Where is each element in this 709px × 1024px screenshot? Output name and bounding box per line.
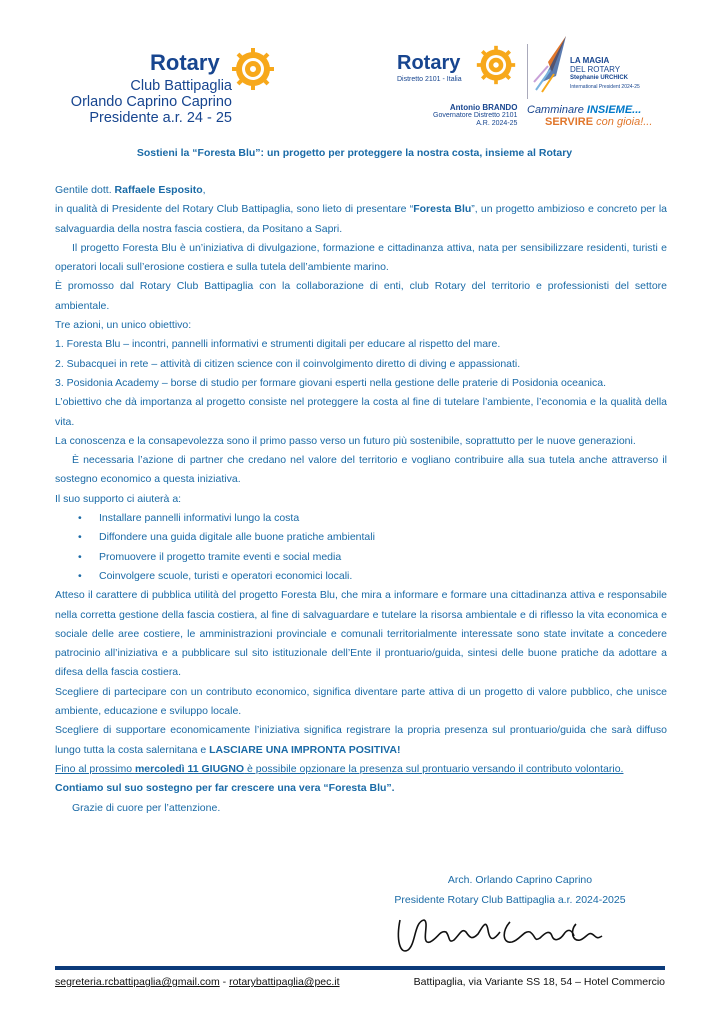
footer-rule: [55, 966, 665, 970]
deadline-notice: Fino al prossimo mercoledì 11 GIUGNO è possibile opzionare la presenza sul prontuario versando il contributo volontario.: [55, 762, 624, 775]
footer-address: Battipaglia, via Variante SS 18, 54 – Hotel Commercio: [413, 976, 665, 988]
governor-name: Antonio BRANDO: [449, 103, 518, 112]
paragraph-promoted: È promosso dal Rotary Club Battipaglia con la collaborazione di enti, club Rotary del territorio e professionisti del settore ambientale.: [55, 280, 667, 312]
signer-role: Presidente Rotary Club Battipaglia a.r. 2024-2025: [394, 894, 626, 906]
motto-walk: Camminare: [527, 104, 584, 116]
deadline-date: mercoledì 11 GIUGNO: [134, 762, 245, 775]
rotary-wheel-icon: [230, 46, 276, 92]
magic-star-icon: [532, 32, 570, 94]
governor-role: Governatore Distretto 2101: [433, 112, 518, 119]
handwritten-signature: [390, 900, 610, 960]
president-term: Presidente a.r. 24 - 25: [89, 110, 232, 126]
action-item: 2. Subacquei in rete – attività di citizen science con il coinvolgimento diretto di diving e appassionati.: [55, 357, 521, 370]
list-item: • Promuovere il progetto tramite eventi e social media: [99, 548, 667, 567]
positive-imprint: LASCIARE UNA IMPRONTA POSITIVA!: [209, 743, 401, 756]
district-label: Distretto 2101 - Italia: [397, 76, 462, 83]
paragraph-thanks: Grazie di cuore per l’attenzione.: [72, 801, 221, 814]
paragraph-knowledge: La conoscenza e la consapevolezza sono il primo passo verso un futuro più sostenibile, soprattutto per le nuove generazioni.: [55, 434, 636, 447]
paragraph-objective: L’obiettivo che dà importanza al progetto consiste nel proteggere la costa al fine di tutelare l’ambiente, l’economia e la qualità della vita.: [55, 396, 667, 428]
district-rotary-wordmark: Rotary: [397, 52, 461, 74]
paragraph-register: Scegliere di supportare economicamente l’iniziativa significa registrare la propria presenza sul prontuario/guida che sarà diffuso lungo tutta la costa salernitana e LASCIARE UNA IMPRONTA POSITIVA!: [55, 724, 667, 756]
district-rotary-wheel-icon: [475, 44, 517, 86]
paragraph-actions-intro: Tre azioni, un unico obiettivo:: [55, 319, 192, 332]
letter-title: Sostieni la “Foresta Blu”: un progetto per proteggere la nostra costa, insieme al Rotary: [136, 147, 573, 159]
magia-title: LA MAGIA: [570, 56, 610, 65]
paragraph-project: Il progetto Foresta Blu è un’iniziativa di divulgazione, formazione e cittadinanza attiva, nata per sensibilizzare residenti, turisti e operatori locali sull’erosione costiera e sulla tutela dell’ambiente marino.: [55, 241, 667, 274]
action-item: 3. Posidonia Academy – borse di studio per formare giovani esperti nella gestione delle praterie di Posidonia oceanica.: [55, 376, 606, 389]
signer-name: Arch. Orlando Caprino Caprino: [447, 874, 593, 886]
paragraph-participate: Scegliere di partecipare con un contributo economico, significa diventare parte attiva di un progetto di valore pubblico, che unisce ambiente, educazione e sviluppo locale.: [55, 685, 667, 718]
motto-serve: SERVIRE: [545, 116, 594, 128]
governor-block: [433, 104, 517, 128]
email-link-segreteria[interactable]: segreteria.rcbattipaglia@gmail.com: [55, 976, 220, 988]
greeting: Gentile dott. Raffaele Esposito,: [55, 184, 206, 196]
international-president: Stephanie URCHICK: [570, 75, 629, 81]
magia-subtitle: DEL ROTARY: [570, 65, 621, 74]
email-link-pec[interactable]: rotarybattipaglia@pec.it: [229, 976, 340, 988]
list-item: • Coinvolgere scuole, turisti e operatori economici locali.: [99, 567, 667, 586]
paragraph-support-intro: Il suo supporto ci aiuterà a:: [55, 492, 182, 505]
paragraph-intro: in qualità di Presidente del Rotary Club Battipaglia, sono lieto di presentare “Foresta Blu”, un progetto ambizioso e concreto per la salvaguardia della nostra fascia costiera, da Positano a Sapri.: [55, 203, 668, 235]
rotary-wordmark: Rotary: [150, 50, 220, 75]
footer-contacts: segreteria.rcbattipaglia@gmail.com - rotarybattipaglia@pec.it: [55, 976, 340, 988]
list-item: • Installare pannelli informativi lungo la costa: [99, 509, 667, 528]
international-president-role: International President 2024-25: [570, 84, 640, 90]
president-name: Orlando Caprino Caprino: [70, 94, 232, 110]
paragraph-partners: È necessaria l’azione di partner che credano nel valore del territorio e vogliano contribuire alla sua tutela anche attraverso il sostegno economico a questa iniziativa.: [55, 454, 667, 486]
district-logo-block: [395, 32, 675, 132]
motto-joy: con gioia!...: [596, 116, 653, 128]
club-name: Club Battipaglia: [130, 78, 232, 94]
motto-block: [527, 104, 652, 128]
motto-together: INSIEME...: [586, 104, 642, 116]
club-logo-block: [62, 46, 292, 126]
recipient-name: Raffaele Esposito: [114, 184, 203, 196]
governor-year: A.R. 2024-25: [476, 120, 518, 127]
header-divider: [527, 44, 528, 99]
club-info: [62, 78, 232, 126]
letter-body: [55, 181, 667, 818]
paragraph-count-on: Contiamo sul suo sostegno per far crescere una vera “Foresta Blu”.: [55, 782, 395, 795]
support-list: [55, 509, 667, 586]
paragraph-public-utility: Atteso il carattere di pubblica utilità del progetto Foresta Blu, che mira a informare e formare una cittadinanza attiva e responsabile nella corretta gestione della fascia costiera, al fine di salvaguardare e tutelare la risorsa ambientale e di riflesso la vita economica e sociale delle aree costiere, le amministrazioni provinciale e comunali territorialmente interessate sono state invitate a concedere patrocinio all’iniziativa e a pubblicare sul sito istituzionale dell’Ente il prontuario/guida, sintesi delle buone pratiche da adottare a difesa della fascia costiera.: [55, 589, 667, 679]
magia-block: [570, 56, 640, 92]
list-item: • Diffondere una guida digitale alle buone pratiche ambientali: [99, 528, 667, 547]
action-item: 1. Foresta Blu – incontri, pannelli informativi e strumenti digitali per educare al rispetto del mare.: [55, 338, 501, 351]
